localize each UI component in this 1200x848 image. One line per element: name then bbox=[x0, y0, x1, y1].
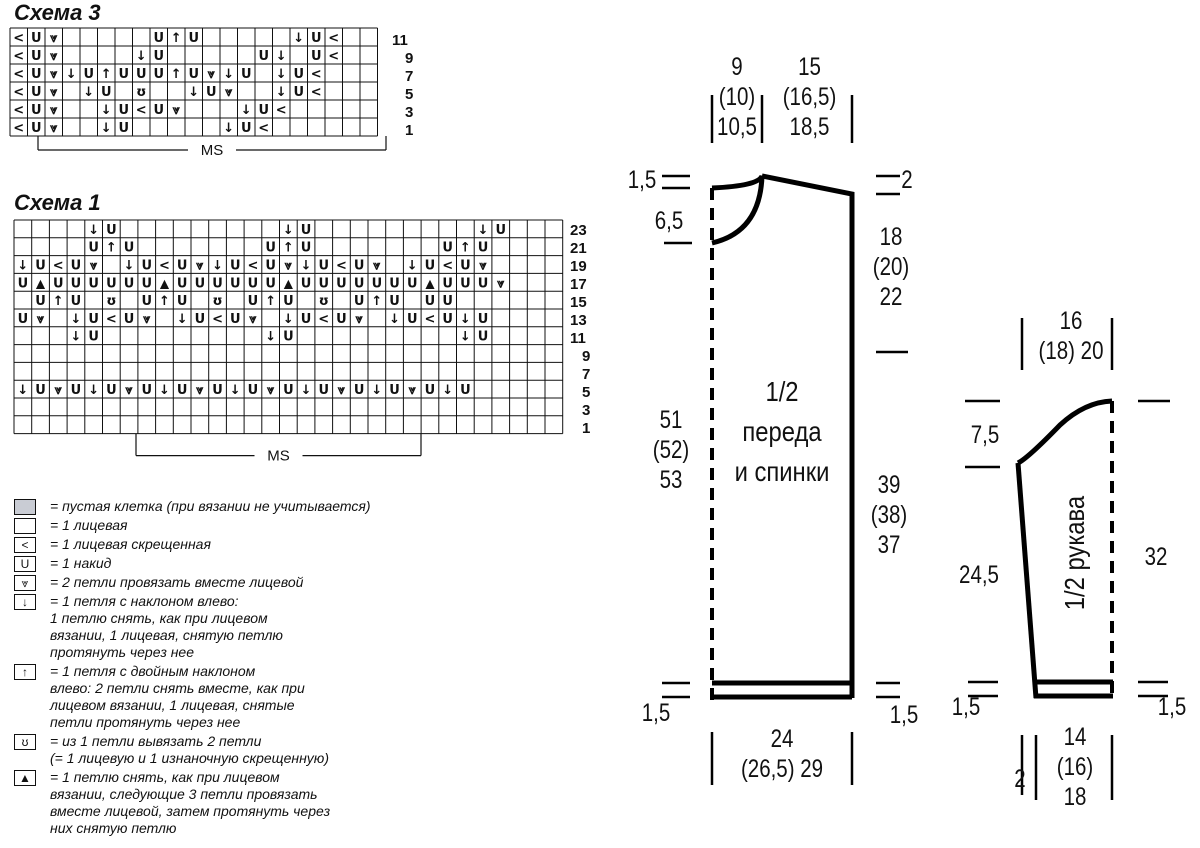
stitch-symbol: ⩔ bbox=[50, 103, 58, 119]
stitch-symbol: ⩔ bbox=[408, 383, 416, 399]
stitch-symbol: U bbox=[194, 311, 206, 327]
stitch-symbol: < bbox=[13, 49, 25, 65]
stitch-symbol: < bbox=[135, 103, 147, 119]
stitch-symbol: U bbox=[88, 311, 99, 327]
stitch-symbol: U bbox=[153, 103, 165, 119]
stitch-symbol: ↓ bbox=[123, 258, 135, 274]
stitch-symbol: ↓ bbox=[176, 311, 188, 327]
stitch-symbol: ↓ bbox=[70, 311, 82, 327]
stitch-symbol: U bbox=[300, 222, 312, 238]
scheme1-title: Схема 1 bbox=[14, 190, 101, 215]
stitch-symbol: U bbox=[153, 49, 165, 65]
stitch-symbol: U bbox=[123, 311, 135, 327]
measure-neck-drop: 1,5 bbox=[627, 166, 657, 194]
stitch-symbol: U bbox=[106, 276, 117, 292]
stitch-symbol: ↓ bbox=[70, 329, 82, 345]
stitch-symbol: U bbox=[118, 67, 130, 83]
triangle-icon: ▲ bbox=[14, 770, 36, 786]
sleeve-measure-bottom: 14 (16) 18 bbox=[1056, 723, 1094, 811]
measure-hem-right: 1,5 bbox=[889, 701, 919, 729]
stitch-symbol: U bbox=[495, 222, 507, 238]
stitch-symbol: ⩔ bbox=[50, 85, 58, 101]
stitch-symbol: < bbox=[52, 258, 64, 274]
stitch-symbol: U bbox=[442, 311, 453, 327]
stitch-symbol: U bbox=[318, 258, 330, 274]
stitch-symbol: ⩔ bbox=[172, 103, 180, 119]
stitch-symbol: U bbox=[176, 294, 188, 310]
stitch-symbol: U bbox=[336, 311, 347, 327]
stitch-symbol: ↑ bbox=[170, 67, 182, 83]
stitch-symbol: U bbox=[258, 49, 270, 65]
stitch-symbol: U bbox=[460, 276, 471, 292]
stitch-symbol: ↓ bbox=[300, 383, 312, 399]
stitch-symbol: ↓ bbox=[459, 329, 471, 345]
legend-text: = 1 лицевая bbox=[50, 517, 128, 533]
stitch-symbol: U bbox=[406, 311, 418, 327]
stitch-symbol: ⩔ bbox=[50, 49, 58, 65]
stitch-symbol: ↑ bbox=[265, 294, 277, 310]
sleeve-measure-hem-left: 1,5 bbox=[951, 693, 981, 721]
stitch-symbol: ⩔ bbox=[479, 258, 487, 274]
stitch-symbol: U bbox=[477, 276, 489, 292]
ms-label: MS bbox=[267, 447, 290, 465]
stitch-symbol: U bbox=[460, 258, 471, 274]
stitch-symbol: U bbox=[35, 258, 46, 274]
stitch-symbol: ↓ bbox=[229, 383, 241, 399]
stitch-symbol: < bbox=[13, 121, 25, 137]
stitch-symbol: ↓ bbox=[223, 67, 235, 83]
stitch-symbol: U bbox=[477, 311, 489, 327]
stitch-symbol: U bbox=[265, 258, 276, 274]
stitch-symbol: ↓ bbox=[83, 85, 95, 101]
stitch-symbol: ▲ bbox=[159, 276, 170, 291]
stitch-symbol: ↓ bbox=[240, 103, 252, 119]
legend-text: = 1 петля с наклоном влево: 1 петлю снять, как при лицевом вязании, 1 лицевая, снятую петлю протянуть через нее bbox=[50, 593, 283, 660]
stitch-symbol: U bbox=[35, 294, 46, 310]
stitch-symbol: U bbox=[353, 276, 365, 292]
stitch-symbol: < bbox=[212, 311, 224, 327]
stitch-symbol: U bbox=[88, 329, 99, 345]
stitch-symbol: U bbox=[300, 240, 312, 256]
legend-text: = 1 накид bbox=[50, 555, 112, 571]
legend-text: = 2 петли провязать вместе лицевой bbox=[50, 574, 304, 590]
stitch-symbol: ↓ bbox=[406, 258, 418, 274]
stitch-symbol: U bbox=[176, 383, 188, 399]
stitch-symbol: U bbox=[153, 67, 165, 83]
stitch-symbol: ↑ bbox=[170, 31, 182, 47]
double-left-slant-icon: ↑ bbox=[14, 664, 36, 680]
stitch-symbol: U bbox=[100, 85, 112, 101]
sleeve-measure-top: 16 (18) 20 bbox=[1038, 307, 1104, 365]
stitch-symbol: U bbox=[229, 311, 241, 327]
stitch-symbol: ↓ bbox=[223, 121, 235, 137]
stitch-symbol: U bbox=[389, 294, 400, 310]
stitch-symbol: U bbox=[123, 276, 135, 292]
stitch-symbol: U bbox=[30, 103, 42, 119]
stitch-symbol: ʊ bbox=[212, 294, 223, 310]
stitch-symbol: ⩔ bbox=[50, 121, 58, 137]
stitch-symbol: U bbox=[188, 31, 200, 47]
stitch-symbol: ⩔ bbox=[207, 67, 215, 83]
stitch-symbol: U bbox=[258, 103, 270, 119]
stitch-symbol: U bbox=[118, 103, 130, 119]
stitch-symbol: < bbox=[424, 311, 436, 327]
front-back-label: 1/2 переда и спинки bbox=[734, 376, 830, 487]
stitch-symbol: ⩔ bbox=[373, 258, 381, 274]
legend-text: = 1 лицевая скрещенная bbox=[50, 536, 211, 552]
stitch-symbol: U bbox=[70, 294, 82, 310]
legend-text: = из 1 петли вывязать 2 петли (= 1 лицевую и 1 изнаночную скрещенную) bbox=[50, 733, 329, 766]
stitch-symbol: ⩔ bbox=[497, 276, 505, 292]
stitch-symbol: U bbox=[141, 294, 153, 310]
stitch-symbol: U bbox=[212, 383, 223, 399]
stitch-symbol: U bbox=[52, 276, 64, 292]
k2tog-icon: ⩔ bbox=[14, 575, 36, 591]
sleeve-measure-cuff: 2 bbox=[1014, 765, 1026, 793]
stitch-symbol: < bbox=[318, 311, 330, 327]
measure-side-right: 39 (38) 37 bbox=[870, 471, 908, 559]
stitch-symbol: U bbox=[353, 258, 365, 274]
stitch-symbol: U bbox=[205, 85, 217, 101]
stitch-symbol: < bbox=[335, 258, 347, 274]
stitch-symbol: ↓ bbox=[65, 67, 77, 83]
stitch-symbol: < bbox=[310, 67, 322, 83]
stitch-symbol: U bbox=[229, 276, 241, 292]
stitch-symbol: ↑ bbox=[105, 240, 117, 256]
stitch-symbol: < bbox=[13, 85, 25, 101]
stitch-symbol: U bbox=[336, 276, 347, 292]
stitch-symbol: U bbox=[424, 294, 436, 310]
stitch-symbol: ⩔ bbox=[50, 67, 58, 83]
stitch-symbol: U bbox=[318, 383, 330, 399]
stitch-symbol: ⩔ bbox=[284, 258, 293, 274]
stitch-symbol: ↓ bbox=[135, 49, 147, 65]
stitch-symbol: U bbox=[176, 258, 188, 274]
legend-text: = 1 петлю снять, как при лицевом вязании, следующие 3 петли провязать вместе лицевой, затем протянуть через них снятую петлю bbox=[50, 769, 331, 836]
stitch-symbol: U bbox=[300, 311, 312, 327]
stitch-symbol: U bbox=[83, 67, 95, 83]
stitch-symbol: U bbox=[247, 294, 259, 310]
stitch-symbol: U bbox=[106, 383, 117, 399]
stitch-symbol: ↓ bbox=[282, 311, 294, 327]
measure-neck-depth: 6,5 bbox=[654, 207, 684, 235]
stitch-symbol: ↓ bbox=[300, 258, 312, 274]
stitch-symbol: ⩔ bbox=[36, 311, 45, 327]
stitch-symbol: < bbox=[442, 258, 454, 274]
stitch-symbol: U bbox=[240, 121, 252, 137]
stitch-symbol: ↑ bbox=[52, 294, 64, 310]
stitch-symbol: ⩔ bbox=[50, 31, 58, 47]
sleeve-measure-cap: 7,5 bbox=[970, 421, 1000, 449]
stitch-symbol: U bbox=[141, 383, 153, 399]
stitch-symbol: ▲ bbox=[35, 276, 46, 291]
stitch-symbol: ↑ bbox=[459, 240, 471, 256]
stitch-symbol: U bbox=[194, 276, 206, 292]
stitch-symbol: U bbox=[406, 276, 418, 292]
stitch-symbol: U bbox=[293, 85, 305, 101]
measure-top-right: 15 (16,5) 18,5 bbox=[782, 53, 837, 141]
stitch-symbol: ↓ bbox=[100, 121, 112, 137]
stitch-symbol: U bbox=[17, 311, 29, 327]
stitch-symbol: ↓ bbox=[188, 85, 200, 101]
stitch-symbol: ⩔ bbox=[196, 383, 204, 399]
sleeve-label: 1/2 рукава bbox=[1059, 495, 1090, 611]
stitch-symbol: U bbox=[30, 49, 42, 65]
knit-crossed-icon: < bbox=[14, 537, 36, 553]
stitch-symbol: < bbox=[328, 31, 340, 47]
stitch-symbol: ʊ bbox=[318, 294, 329, 310]
stitch-symbol: U bbox=[265, 240, 276, 256]
stitch-symbol: ↑ bbox=[100, 67, 112, 83]
sleeve-measure-hem-right: 1,5 bbox=[1157, 693, 1187, 721]
stitch-symbol: U bbox=[176, 276, 188, 292]
stitch-symbol: U bbox=[310, 49, 322, 65]
measure-top-left: 9 (10) 10,5 bbox=[717, 53, 757, 141]
stitch-symbol: U bbox=[70, 276, 82, 292]
stitch-symbol: U bbox=[265, 276, 276, 292]
stitch-symbol: ↓ bbox=[265, 329, 277, 345]
stitch-symbol: U bbox=[293, 67, 305, 83]
stitch-symbol: U bbox=[247, 383, 259, 399]
stitch-symbol: ↓ bbox=[282, 222, 294, 238]
stitch-symbol: ⩔ bbox=[196, 258, 204, 274]
legend-text: = 1 петля с двойным наклоном влево: 2 петли снять вместе, как при лицевом вязании, 1 лицевая, снятые петли протянуть через нее bbox=[50, 663, 305, 730]
stitch-symbol: ↓ bbox=[212, 258, 224, 274]
stitch-symbol: U bbox=[283, 383, 294, 399]
stitch-symbol: U bbox=[318, 276, 330, 292]
stitch-symbol: ↓ bbox=[158, 383, 170, 399]
stitch-symbol: ʊ bbox=[136, 85, 147, 101]
stitch-symbol: ↓ bbox=[275, 85, 287, 101]
stitch-symbol: U bbox=[424, 383, 436, 399]
stitch-symbol: U bbox=[283, 329, 294, 345]
stitch-symbol: ↓ bbox=[275, 49, 287, 65]
stitch-symbol: U bbox=[240, 67, 252, 83]
stitch-symbol: U bbox=[30, 67, 42, 83]
stitch-symbol: U bbox=[353, 383, 365, 399]
stitch-symbol: U bbox=[389, 383, 400, 399]
stitch-symbol: ↓ bbox=[477, 222, 489, 238]
stitch-symbol: U bbox=[141, 258, 153, 274]
stitch-symbol: ⩔ bbox=[54, 383, 62, 399]
legend-text: = пустая клетка (при вязании не учитывается) bbox=[50, 498, 371, 514]
stitch-symbol: U bbox=[477, 329, 489, 345]
stitch-symbol: ⩔ bbox=[225, 85, 233, 101]
stitch-symbol: ⩔ bbox=[266, 383, 275, 399]
stitch-symbol: < bbox=[105, 311, 117, 327]
stitch-symbol: < bbox=[13, 103, 25, 119]
stitch-symbol: ↑ bbox=[371, 294, 383, 310]
stitch-symbol: U bbox=[247, 276, 259, 292]
stitch-symbol: U bbox=[88, 276, 99, 292]
stitch-symbol: < bbox=[13, 31, 25, 47]
measure-bottom-width: 24 (26,5) 29 bbox=[740, 725, 824, 783]
stitch-symbol: U bbox=[88, 240, 99, 256]
stitch-symbol: ▲ bbox=[425, 276, 435, 291]
stitch-symbol: ⩔ bbox=[249, 311, 257, 327]
stitch-symbol: < bbox=[13, 67, 25, 83]
stitch-symbol: < bbox=[328, 49, 340, 65]
stitch-symbol: ↓ bbox=[88, 383, 100, 399]
left-slant-icon: ↓ bbox=[14, 594, 36, 610]
stitch-symbol: U bbox=[70, 258, 82, 274]
stitch-symbol: ⩔ bbox=[337, 383, 346, 399]
sleeve-measure-length-left: 24,5 bbox=[959, 561, 999, 589]
increase-two-icon: ʊ bbox=[14, 734, 36, 750]
stitch-symbol: ↓ bbox=[459, 311, 471, 327]
stitch-symbol: U bbox=[106, 222, 117, 238]
stitch-symbol: < bbox=[310, 85, 322, 101]
stitch-symbol: U bbox=[70, 383, 82, 399]
stitch-symbol: U bbox=[300, 276, 312, 292]
stitch-symbol: U bbox=[442, 240, 453, 256]
stitch-symbol: ↓ bbox=[293, 31, 305, 47]
stitch-symbol: ↓ bbox=[275, 67, 287, 83]
stitch-symbol: U bbox=[17, 276, 29, 292]
stitch-symbol: U bbox=[135, 67, 147, 83]
stitch-symbol: U bbox=[283, 294, 294, 310]
measure-shoulder-drop: 2 bbox=[901, 166, 913, 194]
stitch-symbol: ↓ bbox=[17, 383, 29, 399]
stitch-symbol: < bbox=[258, 121, 270, 137]
stitch-symbol: U bbox=[118, 121, 130, 137]
sleeve-measure-length-right: 32 bbox=[1144, 543, 1168, 571]
stitch-symbol: U bbox=[442, 276, 453, 292]
stitch-symbol: U bbox=[424, 258, 436, 274]
stitch-symbol: ↓ bbox=[17, 258, 29, 274]
stitch-symbol: U bbox=[389, 276, 400, 292]
stitch-symbol: U bbox=[30, 121, 42, 137]
ms-label: MS bbox=[200, 142, 224, 159]
stitch-symbol: ⩔ bbox=[125, 383, 133, 399]
stitch-symbol: U bbox=[477, 240, 489, 256]
yarn-over-icon: U bbox=[14, 556, 36, 572]
stitch-symbol: < bbox=[247, 258, 259, 274]
stitch-symbol: U bbox=[442, 294, 453, 310]
stitch-symbol: ʊ bbox=[106, 294, 117, 310]
scheme3-title: Схема 3 bbox=[14, 0, 101, 25]
stitch-symbol: U bbox=[188, 67, 200, 83]
stitch-symbol: ↓ bbox=[100, 103, 112, 119]
stitch-symbol: < bbox=[158, 258, 170, 274]
stitch-symbol: U bbox=[153, 31, 165, 47]
stitch-symbol: U bbox=[371, 276, 383, 292]
stitch-symbol: ↓ bbox=[88, 222, 100, 238]
stitch-symbol: ↓ bbox=[389, 311, 401, 327]
stitch-symbol: U bbox=[35, 383, 46, 399]
stitch-symbol: ↓ bbox=[442, 383, 454, 399]
stitch-symbol: ↑ bbox=[158, 294, 170, 310]
stitch-symbol: ⩔ bbox=[355, 311, 363, 327]
stitch-symbol: U bbox=[460, 383, 471, 399]
stitch-symbol: U bbox=[229, 258, 241, 274]
measure-armhole: 18 (20) 22 bbox=[872, 223, 910, 311]
stitch-symbol: ↑ bbox=[282, 240, 294, 256]
measure-side-left: 51 (52) 53 bbox=[652, 406, 690, 494]
stitch-symbol: ↓ bbox=[371, 383, 383, 399]
stitch-symbol: ⩔ bbox=[89, 258, 98, 274]
measure-hem-left: 1,5 bbox=[641, 699, 671, 727]
stitch-symbol: U bbox=[310, 31, 322, 47]
stitch-symbol: < bbox=[275, 103, 287, 119]
stitch-symbol: U bbox=[123, 240, 135, 256]
stitch-symbol: U bbox=[141, 276, 153, 292]
stitch-symbol: ▲ bbox=[283, 276, 293, 291]
stitch-symbol: U bbox=[30, 31, 42, 47]
stitch-symbol: U bbox=[353, 294, 365, 310]
stitch-symbol: U bbox=[30, 85, 42, 101]
stitch-symbol: ⩔ bbox=[143, 311, 151, 327]
stitch-symbol: U bbox=[212, 276, 223, 292]
